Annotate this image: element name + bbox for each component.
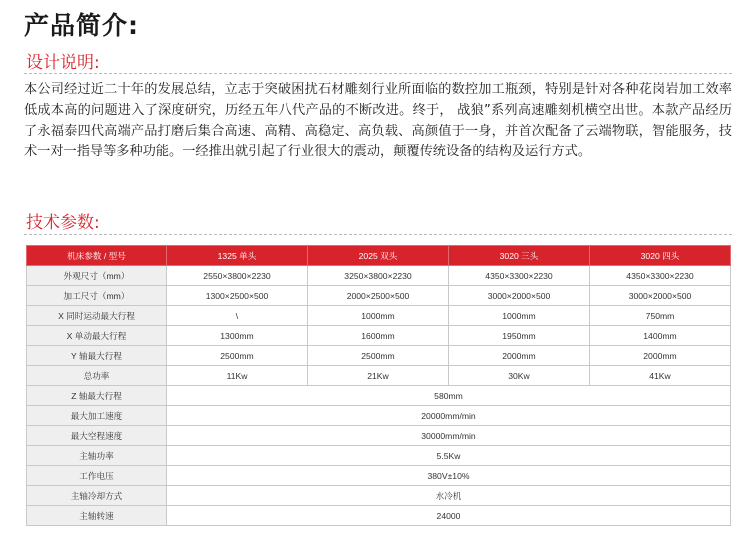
table-cell: 2000mm: [590, 346, 731, 366]
merged-cell: 5.5Kw: [167, 446, 731, 466]
table-cell: 750mm: [590, 306, 731, 326]
row-label: 总功率: [27, 366, 167, 386]
table-cell: \: [167, 306, 308, 326]
spec-table-header-row: [27, 246, 731, 266]
design-description-text: 本公司经过近二十年的发展总结，立志于突破困扰石材雕刻行业所面临的数控加工瓶颈，特别是针对各种花岗岩加工效率低成本高的问题进入了深度研究，历经五年八代产品的不断改进。终于， 战狼”系列高速雕刻机横空出世。本款产品经历了永福泰四代高端产品打磨后集合高速、高精、高稳定、高负载、高颜值于一身，并首次配备了云端物联，智能服务，技术一对一指导等多种功能。一经推出就引起了行业很大的震动，颠覆传统设备的结构及运行方式。: [24, 82, 732, 160]
row-label: X 单动最大行程: [27, 326, 167, 346]
table-cell: 30Kw: [449, 366, 590, 386]
merged-cell: 380V±10%: [167, 466, 731, 486]
row-label: 外观尺寸（mm）: [27, 266, 167, 286]
design-section-divider: [24, 73, 732, 74]
table-cell: 1400mm: [590, 326, 731, 346]
table-cell: 1000mm: [308, 306, 449, 326]
table-cell: 1000mm: [449, 306, 590, 326]
table-cell: 3000×2000×500: [449, 286, 590, 306]
tech-section-divider: [24, 234, 732, 235]
table-cell: 3000×2000×500: [590, 286, 731, 306]
table-row: [27, 366, 731, 386]
table-cell: 2500mm: [308, 346, 449, 366]
merged-cell: 24000: [167, 506, 731, 526]
table-cell: 1300×2500×500: [167, 286, 308, 306]
table-cell: 1600mm: [308, 326, 449, 346]
table-cell: 2000×2500×500: [308, 286, 449, 306]
table-row: [27, 306, 731, 326]
table-cell: 4350×3300×2230: [590, 266, 731, 286]
table-cell: 1950mm: [449, 326, 590, 346]
table-cell: 41Kw: [590, 366, 731, 386]
table-cell: 3250×3800×2230: [308, 266, 449, 286]
merged-cell: 水冷机: [167, 486, 731, 506]
row-label: 主轴转速: [27, 506, 167, 526]
table-row: [27, 266, 731, 286]
row-label: 主轴功率: [27, 446, 167, 466]
row-label: 最大加工速度: [27, 406, 167, 426]
merged-cell: 30000mm/min: [167, 426, 731, 446]
row-label: 主轴冷却方式: [27, 486, 167, 506]
merged-cell: 20000mm/min: [167, 406, 731, 426]
table-cell: 2550×3800×2230: [167, 266, 308, 286]
table-row: [27, 286, 731, 306]
header-model-3020-3: 3020 三头: [449, 246, 590, 266]
table-cell: 1300mm: [167, 326, 308, 346]
header-model-3020-4: 3020 四头: [590, 246, 731, 266]
row-label: X 同时运动最大行程: [27, 306, 167, 326]
design-section-heading: 设计说明:: [26, 53, 100, 73]
header-model-1325: 1325 单头: [167, 246, 308, 266]
table-row: [27, 346, 731, 366]
table-cell: 21Kw: [308, 366, 449, 386]
row-label: Y 轴最大行程: [27, 346, 167, 366]
table-row: [27, 386, 731, 406]
table-cell: 2500mm: [167, 346, 308, 366]
table-row: [27, 466, 731, 486]
header-model-2025: 2025 双头: [308, 246, 449, 266]
header-parameter: 机床参数 / 型号: [27, 246, 167, 266]
design-description: [24, 80, 732, 163]
table-cell: 4350×3300×2230: [449, 266, 590, 286]
table-cell: 11Kw: [167, 366, 308, 386]
tech-section-heading: 技术参数:: [26, 213, 100, 233]
row-label: 工作电压: [27, 466, 167, 486]
table-row: [27, 426, 731, 446]
table-row: [27, 326, 731, 346]
table-row: [27, 446, 731, 466]
page-title: 产品简介:: [24, 11, 139, 40]
row-label: Z 轴最大行程: [27, 386, 167, 406]
merged-cell: 580mm: [167, 386, 731, 406]
spec-table: [26, 245, 731, 526]
table-row: [27, 406, 731, 426]
row-label: 最大空程速度: [27, 426, 167, 446]
row-label: 加工尺寸（mm）: [27, 286, 167, 306]
table-row: [27, 486, 731, 506]
table-row: [27, 506, 731, 526]
table-cell: 2000mm: [449, 346, 590, 366]
